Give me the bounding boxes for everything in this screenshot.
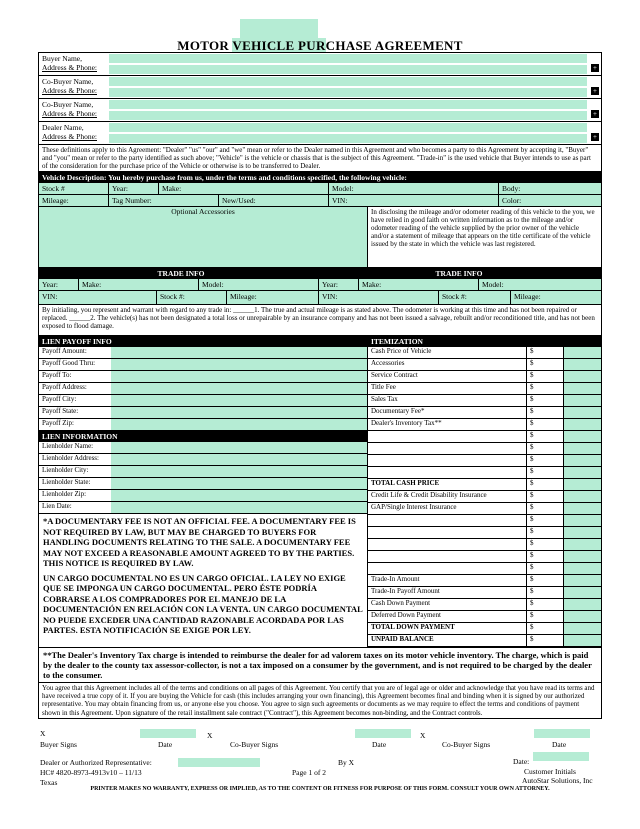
itemization-label: Trade-In Payoff Amount bbox=[368, 587, 527, 598]
payoff-to-label: Payoff To: bbox=[42, 371, 72, 379]
dollar-sign: $ bbox=[527, 563, 564, 574]
dollar-sign: $ bbox=[527, 467, 564, 478]
itemization-label: Trade-In Amount bbox=[368, 575, 527, 586]
buyer-name-field[interactable] bbox=[109, 54, 587, 63]
itemization-label: TOTAL DOWN PAYMENT bbox=[368, 623, 527, 634]
itemization-row bbox=[368, 407, 601, 419]
cobuyer2-address-label: Address & Phone: bbox=[42, 109, 97, 118]
itemization-label: Credit Life & Credit Disability Insurance bbox=[368, 491, 527, 502]
itemization-row bbox=[368, 503, 601, 515]
trade2-stock-field[interactable]: Stock #: bbox=[439, 291, 511, 304]
dollar-sign: $ bbox=[527, 551, 564, 562]
dealer-address-label: Address & Phone: bbox=[42, 132, 97, 141]
trade1-mileage-field[interactable]: Mileage: bbox=[227, 291, 319, 304]
payoff-state-field[interactable] bbox=[111, 407, 367, 418]
itemization-row bbox=[368, 383, 601, 395]
title-highlight bbox=[240, 19, 318, 39]
lien-payoff-bar: LIEN PAYOFF INFO bbox=[39, 336, 367, 347]
itemization-label bbox=[368, 551, 527, 562]
cobuyer-address-label: Address & Phone: bbox=[42, 86, 97, 95]
dollar-sign: $ bbox=[527, 383, 564, 394]
itemization-row bbox=[368, 611, 601, 623]
buyer-block bbox=[39, 53, 601, 76]
dollar-sign: $ bbox=[527, 443, 564, 454]
itemization-amount-field[interactable] bbox=[564, 491, 601, 502]
itemization-amount-field[interactable] bbox=[564, 407, 601, 418]
payoff-state-label: Payoff State: bbox=[42, 407, 79, 415]
cobuyer2-address-field[interactable] bbox=[109, 111, 587, 120]
itemization-row bbox=[368, 527, 601, 539]
inventory-tax-note: **The Dealer's Inventory Tax charge is intended to reimburse the dealer for ad valorem taxes on its motor vehicle inventory. The charge, which is paid by the dealer to the county tax assessor-collector, is not a tax imposed on a consumer by the government, and is not required to be charged by the dealer to the consumer. bbox=[39, 648, 601, 683]
itemization-column bbox=[368, 336, 601, 647]
vehicle-row-1 bbox=[39, 183, 601, 195]
itemization-label: Title Fee bbox=[368, 383, 527, 394]
mileage-field[interactable]: Mileage: bbox=[39, 195, 109, 206]
dollar-sign: $ bbox=[527, 359, 564, 370]
body-field[interactable]: Body: bbox=[499, 183, 601, 194]
state-label: Texas bbox=[40, 778, 58, 787]
itemization-amount-field[interactable] bbox=[564, 527, 601, 538]
itemization-amount-field[interactable] bbox=[564, 419, 601, 430]
buyer-date-label: Date bbox=[158, 740, 173, 749]
odometer-disclosure: In disclosing the mileage and/or odometer reading of this vehicle to the you, we have relied in good faith on written information as to the mileage and/or odometer reading of the vehicle supplied by the prior owner of the vehicle and/or a statement of mileage that appears on the title certificate of the vehicle issued by the state in which the vehicle was last registered. bbox=[371, 208, 595, 248]
itemization-row bbox=[368, 431, 601, 443]
itemization-row bbox=[368, 587, 601, 599]
itemization-row bbox=[368, 623, 601, 635]
itemization-label bbox=[368, 527, 527, 538]
itemization-row bbox=[368, 359, 601, 371]
cobuyer-name-field[interactable] bbox=[109, 77, 587, 86]
cobuyer-x: X bbox=[207, 731, 213, 740]
itemization-amount-field[interactable] bbox=[564, 383, 601, 394]
add-icon[interactable]: + bbox=[591, 87, 599, 95]
itemization-label bbox=[368, 431, 527, 442]
dollar-sign: $ bbox=[527, 623, 564, 634]
payoff-city-label: Payoff City: bbox=[42, 395, 77, 403]
accessories-section bbox=[39, 207, 601, 268]
year-field[interactable]: Year: bbox=[109, 183, 159, 194]
lienholder-zip-label: Lienholder Zip: bbox=[42, 490, 87, 498]
disclaimer-footer: PRINTER MAKES NO WARRANTY, EXPRESS OR IMPLIED, AS TO THE CONTENT OR FITNESS FOR PURPOSE OF THIS FORM. CONSULT YOUR OWN ATTORNEY. bbox=[90, 786, 550, 792]
itemization-label bbox=[368, 443, 527, 454]
trade2-year-field[interactable]: Year: bbox=[319, 279, 359, 290]
payoff-zip-field[interactable] bbox=[111, 419, 367, 430]
itemization-amount-field[interactable] bbox=[564, 443, 601, 454]
itemization-label: Sales Tax bbox=[368, 395, 527, 406]
itemization-amount-field[interactable] bbox=[564, 539, 601, 550]
dealer-date-field[interactable] bbox=[533, 752, 589, 761]
lienholder-city-field[interactable] bbox=[111, 466, 367, 477]
form-number: HC# 4820-8973-4913v10 – 11/13 bbox=[40, 768, 142, 777]
itemization-row bbox=[368, 347, 601, 359]
payoff-amount-field[interactable] bbox=[111, 347, 367, 358]
new-used-field[interactable]: New/Used: bbox=[219, 195, 329, 206]
itemization-amount-field[interactable] bbox=[564, 623, 601, 634]
payoff-good-thru-label: Payoff Good Thru: bbox=[42, 359, 96, 367]
dollar-sign: $ bbox=[527, 455, 564, 466]
cobuyer-date-label: Date bbox=[372, 740, 387, 749]
form-body bbox=[38, 52, 602, 719]
dealer-name-field[interactable] bbox=[109, 123, 587, 132]
trade2-mileage-field[interactable]: Mileage: bbox=[511, 291, 601, 304]
itemization-amount-field[interactable] bbox=[564, 575, 601, 586]
itemization-amount-field[interactable] bbox=[564, 503, 601, 514]
lienholder-address-field[interactable] bbox=[111, 454, 367, 465]
lienholder-zip-field[interactable] bbox=[111, 490, 367, 501]
cobuyer-signs-label: Co-Buyer Signs bbox=[230, 740, 279, 749]
add-icon[interactable]: + bbox=[591, 64, 599, 72]
make-field[interactable]: Make: bbox=[159, 183, 329, 194]
payoff-address-label: Payoff Address: bbox=[42, 383, 87, 391]
vendor-label: AutoStar Solutions, Inc bbox=[522, 776, 593, 785]
cobuyer-date-field[interactable] bbox=[355, 729, 411, 738]
itemization-label bbox=[368, 515, 527, 526]
payoff-to-field[interactable] bbox=[111, 371, 367, 382]
itemization-label bbox=[368, 467, 527, 478]
documentary-fee-notice-es: UN CARGO DOCUMENTAL NO ES UN CARGO OFICIAL. LA LEY NO EXIGE QUE SE IMPONGA UN CARGO DOCUMENTAL. PERO ÉSTE PODRÍA COBRARSE A LOS COMPRADORES POR EL MANEJO DE LA DOCUMENTACIÓN EN RELACIÓN CON LA VENTA. UN CARGO DOCUMENTAL NO PUEDE EXCEDER UNA CANTIDAD RAZONABLE ACORDADA POR LAS PARTES. ESTA NOTIFICACIÓN SE EXIGE POR LEY. bbox=[43, 572, 363, 635]
trade2-vin-field[interactable]: VIN: bbox=[319, 291, 439, 304]
page-number: Page 1 of 2 bbox=[292, 768, 326, 777]
payoff-good-thru-field[interactable] bbox=[111, 359, 367, 370]
trade2-model-field[interactable]: Model: bbox=[479, 279, 601, 290]
payoff-amount-label: Payoff Amount: bbox=[42, 347, 87, 355]
agreement-text: You agree that this Agreement includes all of the terms and conditions on all pages of this Agreement. You certify that you are of legal age or older and acknowledge that you have read its terms and have received a true copy of it. If you are buying the Vehicle for cash (this includes arranging your own financing), this Agreement becomes final and binding when it is signed by our authorized representative. You may obtain financing from us, or anyone else you choose. You agree to sign such agreements or documents as we may require to effect the terms and conditions of payment shown in this Agreement. Upon signature of the retail installment sale contract ("Contract"), this Agreement becomes non-binding, and the Contract controls. bbox=[42, 684, 595, 717]
vehicle-row-2 bbox=[39, 195, 601, 207]
cobuyer2-signs-label: Co-Buyer Signs bbox=[442, 740, 491, 749]
lienholder-city-label: Lienholder City: bbox=[42, 466, 89, 474]
trade-info-bar: TRADE INFO TRADE INFO bbox=[39, 268, 601, 279]
itemization-label: UNPAID BALANCE bbox=[368, 635, 527, 646]
cobuyer2-date-label: Date bbox=[552, 740, 567, 749]
vehicle-description-bar: Vehicle Description: You hereby purchase from us, under the terms and conditions specified, the following vehicle: bbox=[39, 172, 601, 183]
lien-date-field[interactable] bbox=[111, 502, 367, 513]
itemization-row bbox=[368, 479, 601, 491]
lienholder-name-label: Lienholder Name: bbox=[42, 442, 94, 450]
dollar-sign: $ bbox=[527, 431, 564, 442]
itemization-bar: ITEMIZATION bbox=[368, 336, 601, 347]
itemization-row bbox=[368, 395, 601, 407]
dollar-sign: $ bbox=[527, 371, 564, 382]
cobuyer-label: Co-Buyer Name, bbox=[42, 77, 94, 86]
stock-field[interactable]: Stock # bbox=[39, 183, 109, 194]
itemization-row bbox=[368, 371, 601, 383]
itemization-amount-field[interactable] bbox=[564, 563, 601, 574]
itemization-amount-field[interactable] bbox=[564, 587, 601, 598]
vin-field[interactable]: VIN: bbox=[329, 195, 499, 206]
cobuyer-address-field[interactable] bbox=[109, 88, 587, 97]
documentary-fee-notice-en: *A DOCUMENTARY FEE IS NOT AN OFFICIAL FEE. A DOCUMENTARY FEE IS NOT REQUIRED BY LAW, BUT MAY BE CHARGED TO BUYERS FOR HANDLING DOCUMENTS RELATING TO THE SALE. A DOCUMENTARY FEE MAY NOT EXCEED A REASONABLE AMOUNT AGREED TO BY THE PARTIES. THIS NOTICE IS REQUIRED BY LAW. bbox=[43, 516, 356, 568]
cobuyer2-x: X bbox=[420, 731, 426, 740]
itemization-label: Cash Price of Vehicle bbox=[368, 347, 527, 358]
dollar-sign: $ bbox=[527, 587, 564, 598]
trade-row-2 bbox=[39, 291, 601, 305]
buyer-address-label: Address & Phone: bbox=[42, 63, 97, 72]
dealer-label: Dealer Name, bbox=[42, 123, 84, 132]
itemization-amount-field[interactable] bbox=[564, 551, 601, 562]
lienholder-name-field[interactable] bbox=[111, 442, 367, 453]
itemization-amount-field[interactable] bbox=[564, 611, 601, 622]
itemization-label bbox=[368, 455, 527, 466]
buyer-label: Buyer Name, bbox=[42, 54, 82, 63]
page-title: MOTOR VEHICLE PURCHASE AGREEMENT bbox=[177, 38, 463, 53]
dealer-rep-label: Dealer or Authorized Representative: bbox=[40, 758, 152, 767]
trade1-year-field[interactable]: Year: bbox=[39, 279, 79, 290]
itemization-row bbox=[368, 635, 601, 647]
dealer-address-field[interactable] bbox=[109, 134, 587, 143]
dealer-block bbox=[39, 122, 601, 145]
customer-initials-label: Customer Initials bbox=[524, 767, 576, 776]
trade1-make-field[interactable]: Make: bbox=[79, 279, 199, 290]
itemization-label: Accessories bbox=[368, 359, 527, 370]
itemization-amount-field[interactable] bbox=[564, 347, 601, 358]
dollar-sign: $ bbox=[527, 395, 564, 406]
itemization-amount-field[interactable] bbox=[564, 395, 601, 406]
cobuyer2-label: Co-Buyer Name, bbox=[42, 100, 94, 109]
dollar-sign: $ bbox=[527, 539, 564, 550]
itemization-row bbox=[368, 515, 601, 527]
itemization-label bbox=[368, 563, 527, 574]
itemization-label: TOTAL CASH PRICE bbox=[368, 479, 527, 490]
itemization-label: Cash Down Payment bbox=[368, 599, 527, 610]
model-field[interactable]: Model: bbox=[329, 183, 499, 194]
dollar-sign: $ bbox=[527, 527, 564, 538]
lien-column bbox=[39, 336, 368, 647]
tag-field[interactable]: Tag Number: bbox=[109, 195, 219, 206]
dollar-sign: $ bbox=[527, 575, 564, 586]
itemization-row bbox=[368, 563, 601, 575]
lienholder-state-field[interactable] bbox=[111, 478, 367, 489]
dollar-sign: $ bbox=[527, 347, 564, 358]
trade-initial-text: By initialing, you represent and warrant with regard to any trade in: ______1. The true and actual mileage is as stated above. The odometer is working at this time and has not been repaired or replaced. ______2. The vehicle(s) has not been designated a total loss or unrepairable by an insurance company and has not been issued a salvage, rebuilt and/or reconditioned title, and has not been exposed to flood damage. bbox=[39, 305, 601, 336]
itemization-amount-field[interactable] bbox=[564, 467, 601, 478]
itemization-row bbox=[368, 455, 601, 467]
dollar-sign: $ bbox=[527, 515, 564, 526]
trade-row-1 bbox=[39, 279, 601, 291]
itemization-label: Dealer's Inventory Tax** bbox=[368, 419, 527, 430]
itemization-row bbox=[368, 467, 601, 479]
dollar-sign: $ bbox=[527, 407, 564, 418]
cobuyer2-block bbox=[39, 99, 601, 122]
itemization-amount-field[interactable] bbox=[564, 359, 601, 370]
payoff-city-field[interactable] bbox=[111, 395, 367, 406]
lienholder-state-label: Lienholder State: bbox=[42, 478, 91, 486]
dollar-sign: $ bbox=[527, 635, 564, 646]
dealer-rep-field[interactable] bbox=[178, 758, 260, 767]
lien-date-label: Lien Date: bbox=[42, 502, 72, 510]
dollar-sign: $ bbox=[527, 419, 564, 430]
buyer-x: X bbox=[40, 729, 46, 738]
buyer-signs-label: Buyer Signs bbox=[40, 740, 77, 749]
itemization-amount-field[interactable] bbox=[564, 479, 601, 490]
payoff-zip-label: Payoff Zip: bbox=[42, 419, 74, 427]
itemization-label: Service Contract bbox=[368, 371, 527, 382]
dollar-sign: $ bbox=[527, 503, 564, 514]
cobuyer-block bbox=[39, 76, 601, 99]
itemization-row bbox=[368, 575, 601, 587]
itemization-row bbox=[368, 491, 601, 503]
lien-information-bar: LIEN INFORMATION bbox=[39, 431, 367, 442]
trade1-stock-field[interactable]: Stock #: bbox=[157, 291, 227, 304]
add-icon[interactable]: + bbox=[591, 110, 599, 118]
color-field[interactable]: Color: bbox=[499, 195, 601, 206]
lien-itemization-section bbox=[39, 336, 601, 648]
itemization-label bbox=[368, 539, 527, 550]
itemization-row bbox=[368, 443, 601, 455]
buyer-date-field[interactable] bbox=[140, 729, 196, 738]
dollar-sign: $ bbox=[527, 611, 564, 622]
definitions-text: These definitions apply to this Agreement: "Dealer" "us" "our" and "we" mean or refer to the Dealer named in this Agreement and who becomes a party to this Agreement by accepting it, "Buyer" and "you" mean or refer to the party identified as such above; "Vehicle" is the vehicle or chassis that is the subject of this Agreement. "Trade-in" is the used vehicle that Buyer intends to use as part of the consideration for the purchase price of the Vehicle or otherwise is to be transferred to Dealer. bbox=[39, 145, 601, 172]
itemization-row bbox=[368, 539, 601, 551]
itemization-label: Documentary Fee* bbox=[368, 407, 527, 418]
optional-accessories-field[interactable]: Optional Accessories bbox=[39, 207, 368, 267]
itemization-row bbox=[368, 599, 601, 611]
dollar-sign: $ bbox=[527, 599, 564, 610]
cobuyer2-name-field[interactable] bbox=[109, 100, 587, 109]
trade1-vin-field[interactable]: VIN: bbox=[39, 291, 157, 304]
itemization-amount-field[interactable] bbox=[564, 455, 601, 466]
itemization-amount-field[interactable] bbox=[564, 431, 601, 442]
lienholder-address-label: Lienholder Address: bbox=[42, 454, 99, 462]
itemization-amount-field[interactable] bbox=[564, 599, 601, 610]
trade2-make-field[interactable]: Make: bbox=[359, 279, 479, 290]
dollar-sign: $ bbox=[527, 491, 564, 502]
buyer-address-field[interactable] bbox=[109, 65, 587, 74]
payoff-address-field[interactable] bbox=[111, 383, 367, 394]
itemization-row bbox=[368, 419, 601, 431]
itemization-amount-field[interactable] bbox=[564, 515, 601, 526]
trade1-model-field[interactable]: Model: bbox=[199, 279, 319, 290]
by-x-label: By X bbox=[338, 758, 355, 767]
add-icon[interactable]: + bbox=[591, 133, 599, 141]
cobuyer2-date-field[interactable] bbox=[534, 729, 590, 738]
itemization-label: GAP/Single Interest Insurance bbox=[368, 503, 527, 514]
dollar-sign: $ bbox=[527, 479, 564, 490]
itemization-amount-field[interactable] bbox=[564, 371, 601, 382]
itemization-label: Deferred Down Payment bbox=[368, 611, 527, 622]
itemization-row bbox=[368, 551, 601, 563]
dealer-date-label: Date: bbox=[513, 757, 530, 766]
itemization-amount-field[interactable] bbox=[564, 635, 601, 646]
